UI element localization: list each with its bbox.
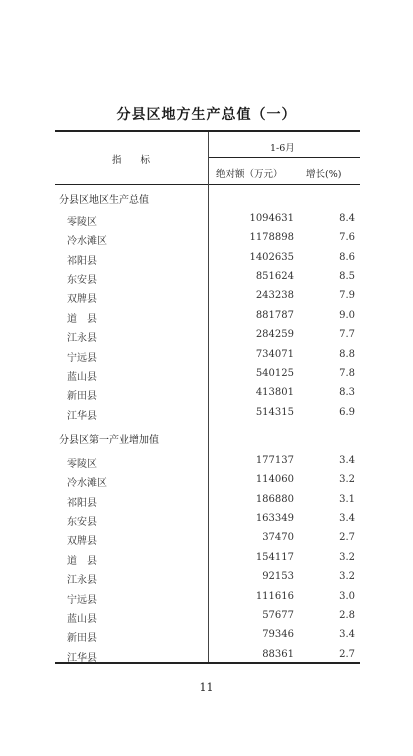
row-value: 514315 xyxy=(255,406,294,418)
row-name: 道 县 xyxy=(67,313,97,325)
row-growth: 2.7 xyxy=(339,648,355,660)
table-row xyxy=(55,474,360,493)
absolute-value-header: 绝对额（万元） xyxy=(216,169,283,180)
table-row xyxy=(55,387,360,406)
row-growth: 8.3 xyxy=(339,387,355,399)
row-value: 163349 xyxy=(255,513,294,524)
table-row xyxy=(55,310,360,329)
row-name: 宁远县 xyxy=(67,352,97,364)
row-value: 79346 xyxy=(262,629,294,641)
row-growth: 2.7 xyxy=(339,532,355,544)
row-name: 江华县 xyxy=(67,410,97,422)
row-name: 零陵区 xyxy=(67,459,97,470)
row-name: 祁阳县 xyxy=(67,255,97,267)
row-name: 祁阳县 xyxy=(67,497,97,509)
row-growth: 8.8 xyxy=(339,348,355,360)
row-growth: 3.4 xyxy=(339,629,355,641)
table-row xyxy=(55,610,360,629)
row-growth: 3.2 xyxy=(339,551,355,563)
row-name: 蓝山县 xyxy=(67,613,97,625)
row-name: 双牌县 xyxy=(67,536,97,548)
row-growth: 7.8 xyxy=(339,367,355,379)
row-growth: 8.6 xyxy=(339,251,355,263)
row-value: 1178898 xyxy=(249,232,294,244)
period-rule xyxy=(209,157,360,158)
row-name: 冷水滩区 xyxy=(67,236,107,248)
row-growth: 3.2 xyxy=(339,571,355,583)
row-value: 881787 xyxy=(255,309,294,321)
row-value: 851624 xyxy=(255,271,294,283)
row-value: 57677 xyxy=(262,609,294,621)
row-growth: 2.8 xyxy=(339,609,355,621)
row-value: 243238 xyxy=(255,290,294,302)
table-row xyxy=(55,407,360,426)
table-row xyxy=(55,349,360,368)
row-name: 东安县 xyxy=(67,517,97,528)
table-row xyxy=(55,290,360,309)
row-name: 蓝山县 xyxy=(67,371,97,383)
table-row xyxy=(55,591,360,610)
row-value: 92153 xyxy=(262,571,294,583)
row-name: 零陵区 xyxy=(67,217,97,228)
row-name: 冷水滩区 xyxy=(67,478,107,490)
row-growth: 7.7 xyxy=(339,329,355,341)
row-growth: 3.4 xyxy=(339,455,355,466)
table-row xyxy=(55,629,360,648)
table-row xyxy=(55,532,360,551)
row-value: 1402635 xyxy=(249,251,294,263)
row-value: 734071 xyxy=(255,348,294,360)
table-row xyxy=(55,571,360,590)
row-growth: 6.9 xyxy=(339,406,355,418)
row-value: 154117 xyxy=(255,551,294,563)
row-growth: 3.0 xyxy=(339,590,355,602)
row-name: 江华县 xyxy=(67,652,97,664)
growth-header: 增长(%) xyxy=(306,169,342,180)
row-name: 江永县 xyxy=(67,575,97,587)
row-value: 186880 xyxy=(255,493,294,505)
row-value: 177137 xyxy=(255,455,294,466)
row-name: 新田县 xyxy=(67,391,97,403)
row-value: 413801 xyxy=(255,387,294,399)
row-name: 双牌县 xyxy=(67,294,97,306)
table-row xyxy=(55,271,360,290)
row-value: 111616 xyxy=(255,590,294,602)
page-number: 11 xyxy=(199,681,214,694)
table-row xyxy=(55,494,360,513)
row-value: 1094631 xyxy=(249,213,294,224)
row-value: 540125 xyxy=(255,367,294,379)
row-value: 88361 xyxy=(262,648,294,660)
table-row xyxy=(55,552,360,571)
row-name: 宁远县 xyxy=(67,594,97,606)
table-title: 分县区地方生产总值（一） xyxy=(116,107,297,123)
period-header: 1-6月 xyxy=(270,143,295,154)
row-growth: 3.2 xyxy=(339,474,355,486)
section-heading: 分县区地区生产总值 xyxy=(59,195,149,206)
table-row xyxy=(55,513,360,532)
indicator-header: 指 标 xyxy=(112,155,151,166)
table-row xyxy=(55,329,360,348)
row-name: 江永县 xyxy=(67,333,97,345)
row-value: 284259 xyxy=(255,329,294,341)
table-row xyxy=(55,649,360,668)
table-row xyxy=(55,368,360,387)
section-heading: 分县区第一产业增加值 xyxy=(59,435,159,446)
table-row xyxy=(55,252,360,271)
row-growth: 8.4 xyxy=(339,213,355,224)
table-row xyxy=(55,455,360,474)
row-growth: 8.5 xyxy=(339,271,355,283)
row-growth: 3.4 xyxy=(339,513,355,524)
row-name: 新田县 xyxy=(67,633,97,645)
row-growth: 9.0 xyxy=(339,309,355,321)
row-growth: 7.6 xyxy=(339,232,355,244)
row-growth: 3.1 xyxy=(339,493,355,505)
row-value: 114060 xyxy=(255,474,294,486)
table-row xyxy=(55,213,360,232)
row-name: 道 县 xyxy=(67,555,97,567)
row-growth: 7.9 xyxy=(339,290,355,302)
row-value: 37470 xyxy=(262,532,294,544)
row-name: 东安县 xyxy=(67,275,97,287)
table-row xyxy=(55,232,360,251)
